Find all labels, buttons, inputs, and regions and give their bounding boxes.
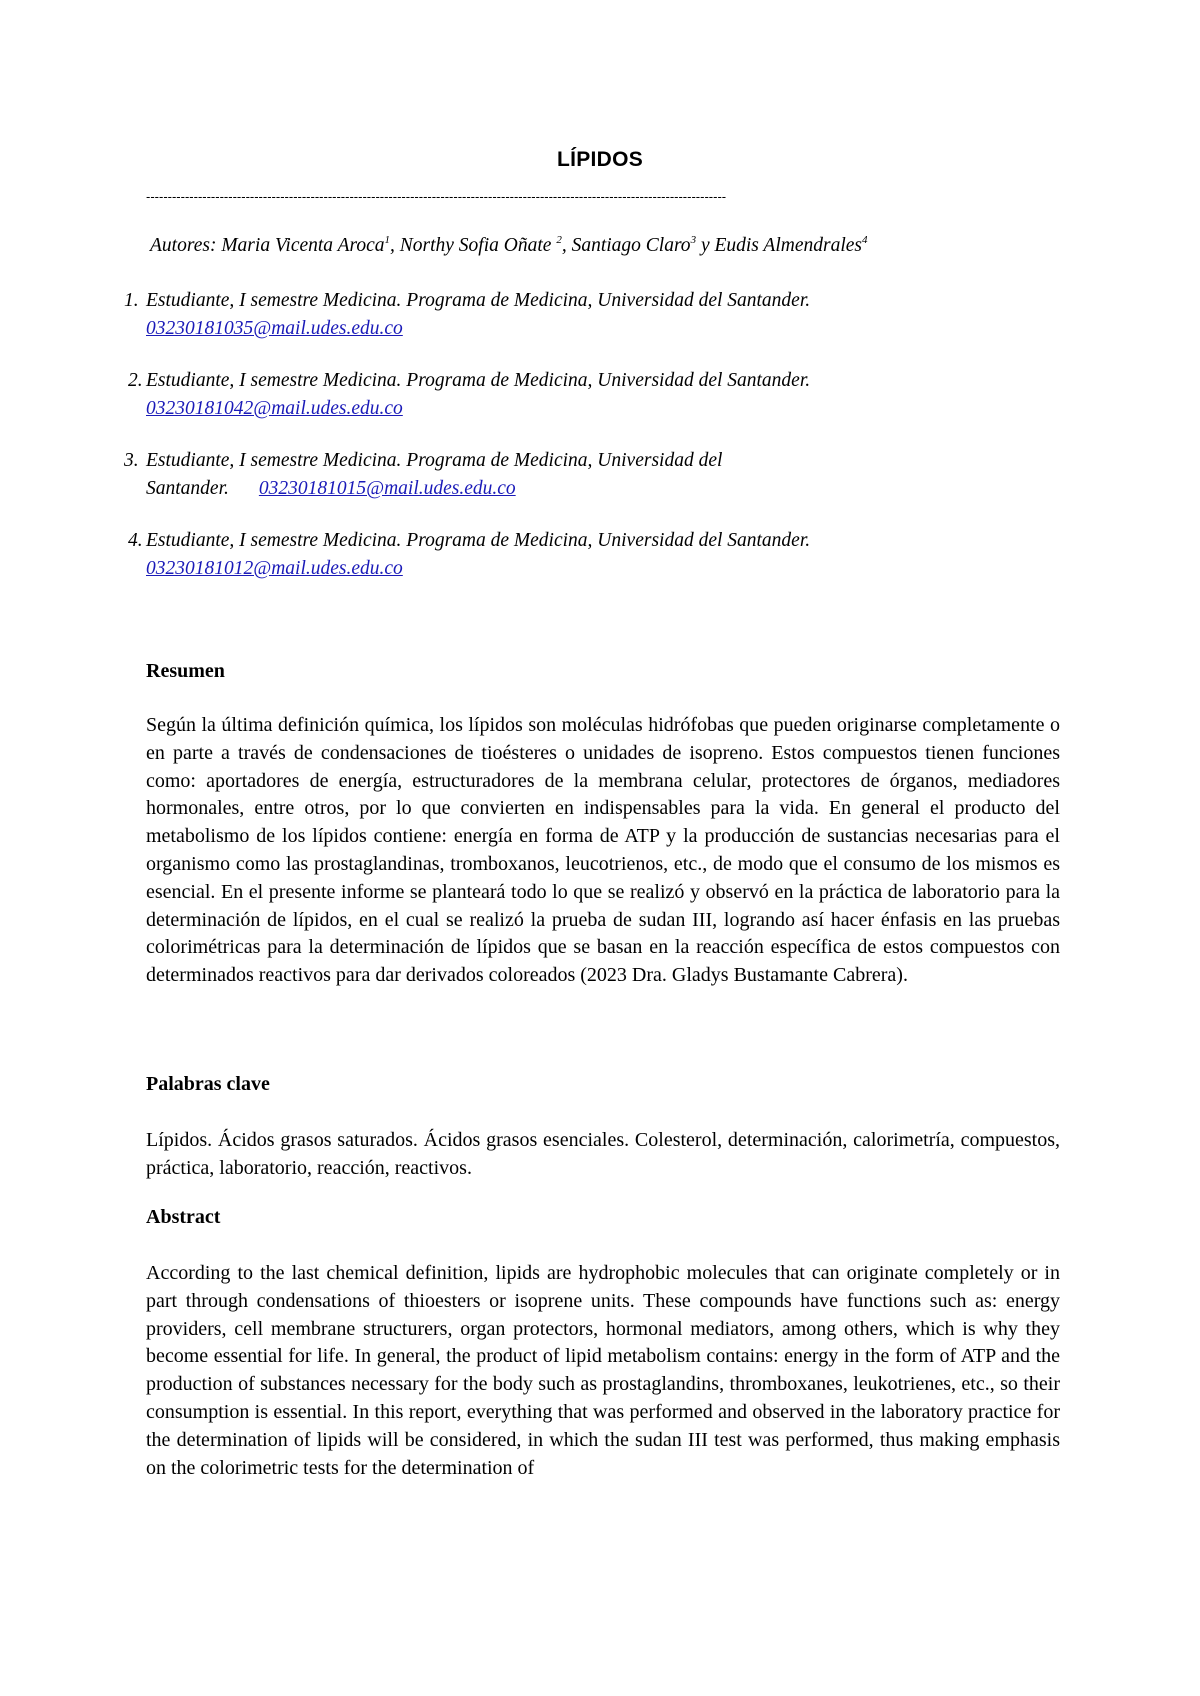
- affiliation-item: [128, 367, 811, 423]
- authors-line: [150, 234, 1080, 257]
- affiliation-number: 1.: [124, 290, 139, 311]
- authors-prefix: Autores:: [150, 235, 222, 256]
- affiliation-text: Estudiante, I semestre Medicina. Programa de Medicina, Universidad del Santander.: [146, 370, 811, 391]
- author-sup: 1: [384, 234, 391, 246]
- email-link[interactable]: 03230181015@mail.udes.edu.co: [258, 478, 516, 499]
- author-name: Eudis Almendrales: [714, 235, 862, 256]
- affiliation-text-cont: Santander.: [146, 478, 229, 499]
- email-link[interactable]: 03230181042@mail.udes.edu.co: [146, 398, 403, 419]
- affiliation-text: Estudiante, I semestre Medicina. Programa de Medicina, Universidad del Santander.: [146, 530, 811, 551]
- affiliation-number: 2.: [128, 370, 143, 391]
- keywords-paragraph: Lípidos. Ácidos grasos saturados. Ácidos grasos esenciales. Colesterol, determinación, calorimetría, compuestos, práctica, laboratorio, reacción, reactivos.: [146, 1129, 1060, 1179]
- section-heading-palabras-clave: Palabras clave: [146, 1073, 270, 1095]
- affiliation-item: [128, 527, 811, 583]
- resumen-paragraph: Según la última definición química, los lípidos son moléculas hidrófobas que pueden originarse completamente o en parte a través de condensaciones de tioésteres o unidades de isopreno. Estos compuestos tienen funciones como: aportadores de energía, estructuradores de la membrana celular, protectores de órganos, mediadores hormonales, entre otros, por lo que convierten en indispensables para la vida. En general el producto del metabolismo de los lípidos contiene: energía en forma de ATP y la producción de sustancias necesarias para el organismo como las prostaglandinas, tromboxanos, leucotrienos, etc., de modo que el consumo de los mismos es esencial. En el presente informe se planteará todo lo que se realizó y observó en la práctica de laboratorio para la determinación de lípidos, en el cual se realizó la prueba de sudan III, logrando así hacer énfasis en las pruebas colorimétricas para la determinación de lípidos que se basan en la reacción específica de estos compuestos con determinados reactivos para dar derivados coloreados (2023 Dra. Gladys Bustamante Cabrera).: [146, 714, 1060, 987]
- email-link[interactable]: 03230181035@mail.udes.edu.co: [146, 318, 403, 339]
- author-name: Northy Sofia Oñate: [399, 235, 557, 256]
- author-sup: 3: [690, 234, 697, 246]
- affiliation-item: [124, 447, 723, 503]
- dashed-separator: --------------------------------------------------------------------------------------------------------------------------------------: [146, 189, 727, 204]
- author-separator: ,: [390, 235, 400, 256]
- affiliation-number: 3.: [124, 450, 139, 471]
- author-sup: 4: [861, 234, 868, 246]
- affiliation-text: Estudiante, I semestre Medicina. Programa de Medicina, Universidad del: [146, 450, 723, 471]
- affiliation-number: 4.: [128, 530, 143, 551]
- affiliation-item: [124, 287, 811, 343]
- author-separator: y: [696, 235, 715, 256]
- email-link[interactable]: 03230181012@mail.udes.edu.co: [146, 558, 403, 579]
- author-sup: 2: [556, 234, 562, 246]
- affiliation-text: Estudiante, I semestre Medicina. Programa de Medicina, Universidad del Santander.: [146, 290, 811, 311]
- abstract-paragraph: According to the last chemical definition, lipids are hydrophobic molecules that can originate completely or in part through condensations of thioesters or isoprene units. These compounds have functions such as: energy providers, cell membrane structurers, organ protectors, hormonal mediators, among others, which is why they become essential for life. In general, the product of lipid metabolism contains: energy in the form of ATP and the production of substances necessary for the body such as prostaglandins, thromboxanes, leukotrienes, etc., so their consumption is essential. In this report, everything that was performed and observed in the laboratory practice for the determination of lipids will be considered, in which the sudan III test was performed, thus making emphasis on the colorimetric tests for the determination of: [146, 1262, 1060, 1479]
- paper-title: LÍPIDOS: [556, 148, 644, 171]
- section-heading-resumen: Resumen: [146, 660, 225, 682]
- author-name: Maria Vicenta Aroca: [221, 235, 385, 256]
- author-name: Santiago Claro: [571, 235, 691, 256]
- author-separator: ,: [561, 235, 572, 256]
- section-heading-abstract: Abstract: [146, 1206, 221, 1228]
